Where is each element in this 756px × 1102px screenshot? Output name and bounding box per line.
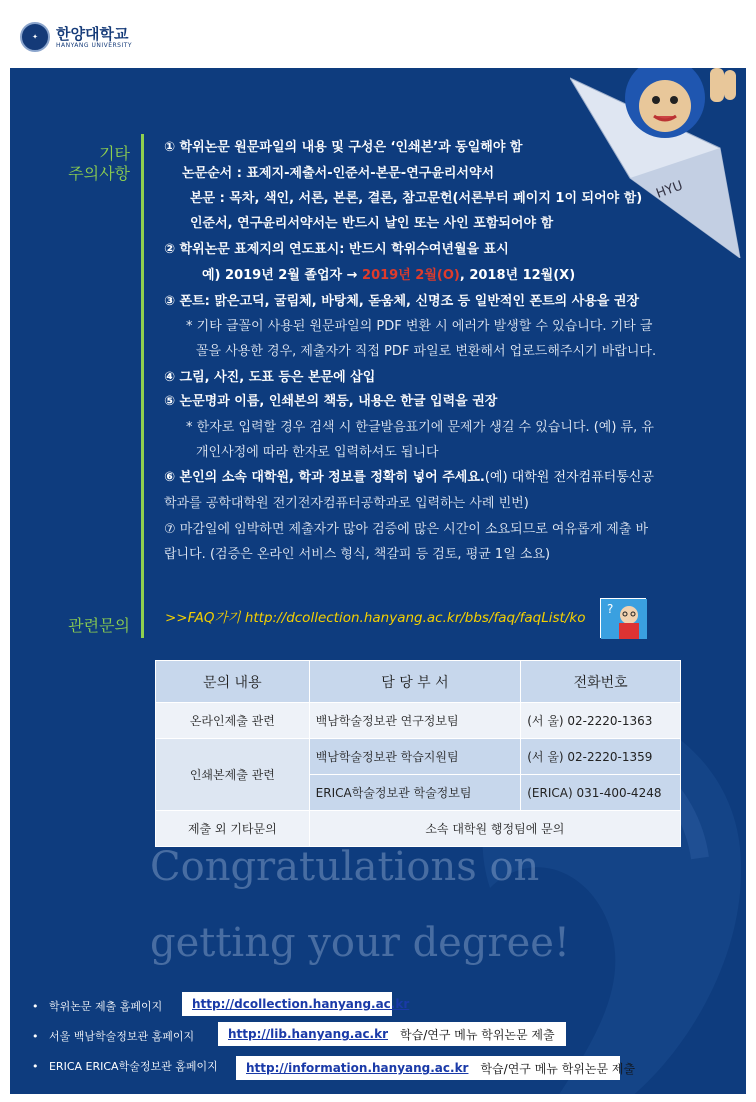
- note-6-bold: ⑥ 본인의 소속 대학원, 학과 정보를 정확히 넣어 주세요.: [164, 470, 485, 485]
- note-7-line1: ⑦ 마감일에 임박하면 제출자가 많아 검증에 많은 시간이 소요되므로 여유롭게 제출 바: [164, 522, 649, 537]
- note-2: ② 학위논문 표제지의 연도표시: 반드시 학위수여년월을 표시: [164, 242, 509, 257]
- table-row: [156, 703, 681, 739]
- table-cell-topic: 제출 외 기타문의: [156, 811, 310, 847]
- table-cell-dept: ERICA학술정보관 학술정보팀: [309, 775, 521, 811]
- table-cell-topic: 인쇄본제출 관련: [156, 739, 310, 811]
- table-header-topic: 문의 내용: [156, 661, 310, 703]
- library-link[interactable]: http://lib.hanyang.ac.kr: [228, 1027, 389, 1041]
- notice-panel: [10, 68, 746, 1094]
- link-label-text-2: 서울 백남학술정보관 홈페이지: [48, 1030, 195, 1043]
- erica-link[interactable]: http://information.hanyang.ac.kr: [246, 1061, 469, 1075]
- dcollection-link[interactable]: http://dcollection.hanyang.ac.kr: [192, 997, 410, 1011]
- note-2-example: [202, 264, 575, 283]
- note-2-example-prefix: 예) 2019년 2월 졸업자 →: [202, 268, 358, 283]
- link-box-2: [218, 1022, 566, 1046]
- link-extra-3: 학습/연구 메뉴 학위논문 제출: [480, 1061, 636, 1076]
- contact-section-label: 관련문의: [68, 616, 130, 635]
- table-cell-dept: 소속 대학원 행정팀에 문의: [309, 811, 680, 847]
- table-cell-dept: 백남학술정보관 학습지원팀: [309, 739, 521, 775]
- table-row: [156, 739, 681, 775]
- university-logo[interactable]: [20, 22, 132, 52]
- faq-question-person-icon[interactable]: [600, 598, 646, 638]
- faq-link[interactable]: >>FAQ가기 http://dcollection.hanyang.ac.kr/bbs/faq/faqList/ko: [165, 610, 586, 626]
- table-cell-topic: 온라인제출 관련: [156, 703, 310, 739]
- note-1-seal: 인준서, 연구윤리서약서는 반드시 날인 또는 사인 포함되어야 함: [190, 216, 554, 231]
- note-3-detail-2: 꼴을 사용한 경우, 제출자가 직접 PDF 파일로 변환해서 업로드해주시기 바랍니다.: [196, 344, 657, 359]
- link-label-3: • ERICA ERICA학술정보관 홈페이지: [32, 1060, 218, 1073]
- link-extra-2: 학습/연구 메뉴 학위논문 제출: [400, 1027, 555, 1042]
- university-name-kr: 한양대학교: [56, 24, 129, 43]
- svg-text:?: ?: [607, 602, 614, 616]
- link-label-1: • 학위논문 제출 홈페이지: [32, 1000, 163, 1013]
- notes-list: [10, 68, 746, 628]
- note-1-body: 본문 : 목차, 색인, 서론, 본론, 결론, 참고문헌(서론부터 페이지 1이 되어야 함): [190, 191, 643, 206]
- table-cell-dept: 백남학술정보관 연구정보팀: [309, 703, 521, 739]
- note-1-order: 논문순서 : 표제지-제출서-인준서-본문-연구윤리서약서: [182, 166, 495, 181]
- note-3: ③ 폰트: 맑은고딕, 굴림체, 바탕체, 돋움체, 신명조 등 일반적인 폰트의 사용을 권장: [164, 294, 640, 309]
- link-label-text-1: 학위논문 제출 홈페이지: [48, 1000, 163, 1013]
- table-cell-phone: (서 울) 02-2220-1363: [521, 703, 681, 739]
- table-row: [156, 811, 681, 847]
- watermark-line-2: getting your degree!: [150, 920, 570, 966]
- note-5: ⑤ 논문명과 이름, 인쇄본의 책등, 내용은 한글 입력을 권장: [164, 394, 498, 409]
- table-header-phone: 전화번호: [521, 661, 681, 703]
- note-5-detail-2: 개인사정에 따라 한자로 입력하셔도 됩니다: [196, 445, 439, 460]
- contact-divider: [141, 616, 144, 638]
- contact-table: [155, 660, 681, 847]
- table-header-dept: 담 당 부 서: [309, 661, 521, 703]
- table-cell-phone: (서 울) 02-2220-1359: [521, 739, 681, 775]
- table-cell-phone: (ERICA) 031-400-4248: [521, 775, 681, 811]
- note-2-example-suffix: , 2018년 12월(X): [459, 268, 576, 283]
- note-7-line2: 랍니다. (검증은 온라인 서비스 형식, 책갈피 등 검토, 평균 1일 소요): [164, 547, 551, 562]
- note-6-rest: (예) 대학원 전자컴퓨터통신공: [484, 470, 654, 485]
- link-box-1: [182, 992, 410, 1016]
- page-header: [0, 0, 756, 68]
- notes-label-line1: 기타: [99, 144, 130, 163]
- link-box-3: [236, 1056, 636, 1080]
- university-name-en: HANYANG UNIVERSITY: [56, 41, 133, 49]
- mascot-tag: HYU: [654, 178, 685, 202]
- note-6: [164, 466, 654, 485]
- note-3-detail-1: * 기타 글꼴이 사용된 원문파일의 PDF 변환 시 에러가 발생할 수 있습니다. 기타 글: [186, 319, 653, 334]
- notes-label-line2: 주의사항: [68, 164, 130, 183]
- note-5-detail-1: * 한자로 입력할 경우 검색 시 한글발음표기에 문제가 생길 수 있습니다. (예) 류, 유: [186, 420, 654, 435]
- link-label-2: • 서울 백남학술정보관 홈페이지: [32, 1030, 195, 1043]
- link-label-text-3: ERICA ERICA학술정보관 홈페이지: [48, 1060, 218, 1073]
- watermark-line-1: Congratulations on: [150, 844, 540, 890]
- note-1: ① 학위논문 원문파일의 내용 및 구성은 ‘인쇄본’과 동일해야 함: [164, 140, 523, 155]
- university-seal-icon: ✦: [20, 22, 50, 52]
- note-2-example-highlight: 2019년 2월(O): [362, 268, 460, 283]
- note-4: ④ 그림, 사진, 도표 등은 본문에 삽입: [164, 370, 376, 385]
- note-6-line2: 학과를 공학대학원 전기전자컴퓨터공학과로 입력하는 사례 빈번): [164, 496, 529, 511]
